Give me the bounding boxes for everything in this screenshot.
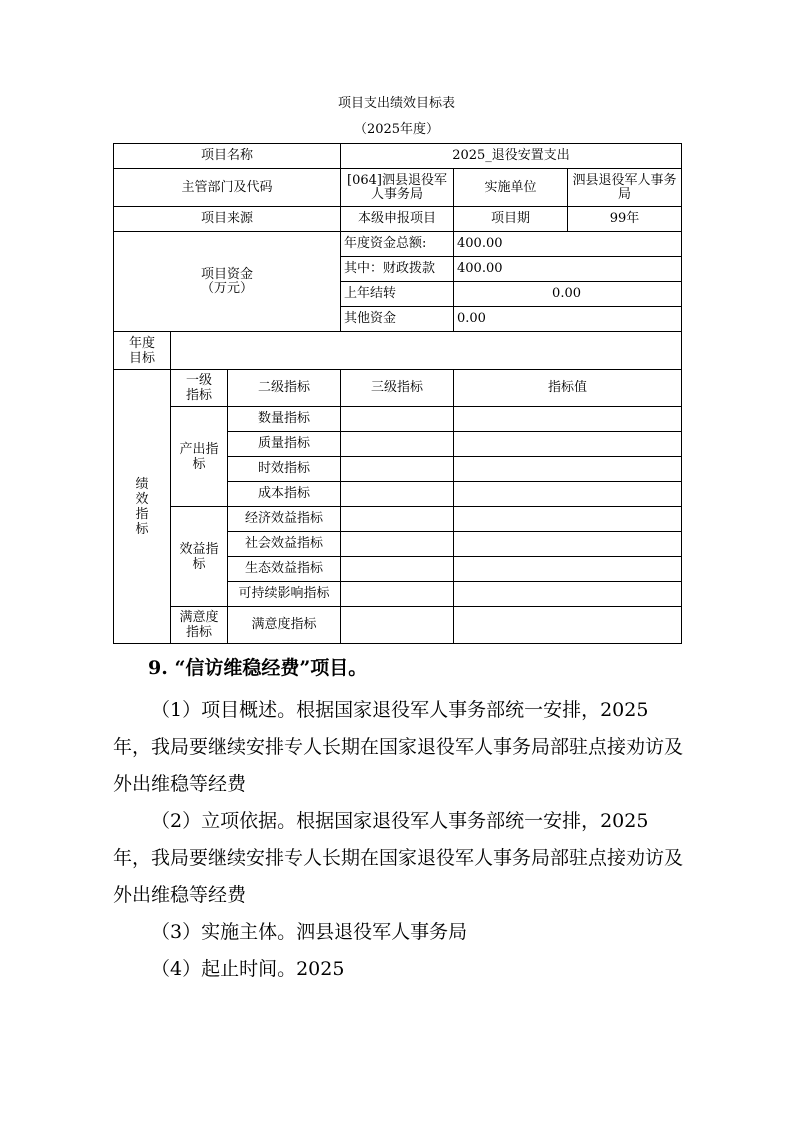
paragraph-basis: （2）立项依据。根据国家退役军人事务部统一安排，2025年，我局要继续安排专人长期在国家退役军人事务局部驻点接劝访及外出维稳等经费 [113, 810, 684, 906]
funds-row-label: 其中：财政拨款 [341, 257, 454, 282]
level3-cell [341, 557, 454, 582]
output-item: 数量指标 [228, 407, 341, 432]
value-cell [454, 407, 682, 432]
perf-label: 绩效指标 [114, 370, 171, 644]
table-row [114, 332, 682, 370]
section-body [113, 692, 683, 988]
level3-cell [341, 582, 454, 607]
level3-cell [341, 482, 454, 507]
value-cell [454, 482, 682, 507]
table-row [114, 370, 682, 407]
paragraph-period: （4）起止时间。2025 [151, 958, 345, 980]
impl-unit-value: 泗县退役军人事务局 [568, 169, 682, 207]
header-value: 指标值 [454, 370, 682, 407]
funds-row-label: 其他资金 [341, 307, 454, 332]
table-title: 项目支出绩效目标表 [337, 96, 455, 111]
dept-label: 主管部门及代码 [114, 169, 341, 207]
benefit-label: 效益指标 [171, 507, 228, 607]
output-item: 质量指标 [228, 432, 341, 457]
value-cell [454, 532, 682, 557]
value-cell [454, 607, 682, 644]
impl-unit-label: 实施单位 [454, 169, 568, 207]
table-row [114, 507, 682, 532]
table-row [114, 144, 682, 169]
project-name-label: 项目名称 [114, 144, 341, 169]
source-label: 项目来源 [114, 207, 341, 232]
funds-row-value: 0.00 [454, 282, 682, 307]
table-row [114, 232, 682, 257]
funds-row-label: 年度资金总额: [341, 232, 454, 257]
level3-cell [341, 507, 454, 532]
source-value: 本级申报项目 [341, 207, 454, 232]
table-row [114, 607, 682, 644]
header-level3: 三级指标 [341, 370, 454, 407]
paragraph-implementer: （3）实施主体。泗县退役军人事务局 [151, 921, 468, 943]
funds-row-value: 0.00 [454, 307, 682, 332]
period-label: 项目期 [454, 207, 568, 232]
table-row [114, 407, 682, 432]
annual-goal-value [171, 332, 682, 370]
funds-row-value: 400.00 [454, 232, 682, 257]
level3-cell [341, 432, 454, 457]
period-value: 99年 [568, 207, 682, 232]
table-row [114, 169, 682, 207]
value-cell [454, 432, 682, 457]
level3-cell [341, 407, 454, 432]
satisfaction-item: 满意度指标 [228, 607, 341, 644]
funds-row-value: 400.00 [454, 257, 682, 282]
value-cell [454, 457, 682, 482]
dept-value: [064]泗县退役军人事务局 [341, 169, 454, 207]
benefit-item: 经济效益指标 [228, 507, 341, 532]
header-level2: 二级指标 [228, 370, 341, 407]
output-item: 成本指标 [228, 482, 341, 507]
performance-goal-table [113, 143, 682, 644]
output-item: 时效指标 [228, 457, 341, 482]
value-cell [454, 557, 682, 582]
header-level1: 一级指标 [171, 370, 228, 407]
level3-cell [341, 607, 454, 644]
table-row [114, 207, 682, 232]
value-cell [454, 582, 682, 607]
benefit-item: 生态效益指标 [228, 557, 341, 582]
funds-row-label: 上年结转 [341, 282, 454, 307]
section-heading: 9. “信访维稳经费”项目。 [148, 657, 368, 679]
level3-cell [341, 457, 454, 482]
annual-goal-label: 年度目标 [114, 332, 171, 370]
table-subtitle: （2025年度） [353, 122, 440, 137]
value-cell [454, 507, 682, 532]
satisfaction-label: 满意度指标 [171, 607, 228, 644]
benefit-item: 社会效益指标 [228, 532, 341, 557]
level3-cell [341, 532, 454, 557]
paragraph-overview: （1）项目概述。根据国家退役军人事务部统一安排，2025年，我局要继续安排专人长期在国家退役军人事务局部驻点接劝访及外出维稳等经费 [113, 699, 684, 795]
output-label: 产出指标 [171, 407, 228, 507]
benefit-item: 可持续影响指标 [228, 582, 341, 607]
project-name-value: 2025_退役安置支出 [341, 144, 682, 169]
funds-label: 项目资金 （万元） [114, 232, 341, 332]
